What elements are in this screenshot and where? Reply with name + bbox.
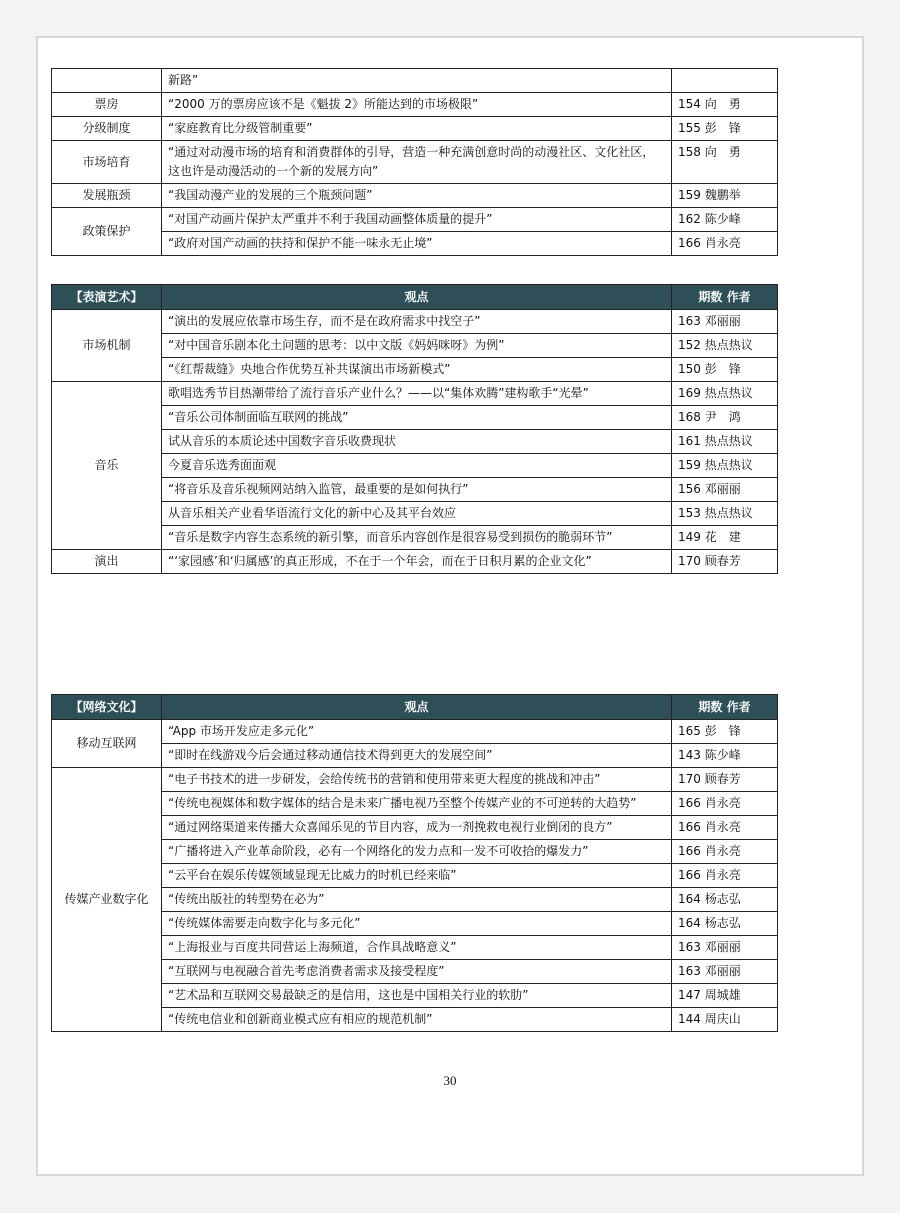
opinion-cell: 今夏音乐选秀面面观 (162, 454, 672, 478)
issue-author-cell: 166 肖永亮 (672, 840, 778, 864)
issue-author-cell (672, 69, 778, 93)
opinion-cell: “电子书技术的进一步研发，会给传统书的营销和使用带来更大程度的挑战和冲击” (162, 768, 672, 792)
issue-author-cell: 169 热点热议 (672, 382, 778, 406)
category-cell: 音乐 (52, 382, 162, 550)
table-row (52, 550, 778, 574)
category-cell: 分级制度 (52, 117, 162, 141)
issue-author-header: 期数 作者 (672, 285, 778, 310)
category-cell: 市场培育 (52, 141, 162, 184)
table-header-row (52, 695, 778, 720)
table-row (52, 117, 778, 141)
section-header: 【网络文化】 (52, 695, 162, 720)
opinion-cell: “通过网络渠道来传播大众喜闻乐见的节目内容，成为一剂挽救电视行业倒闭的良方” (162, 816, 672, 840)
issue-author-cell: 168 尹 鸿 (672, 406, 778, 430)
issue-author-cell: 153 热点热议 (672, 502, 778, 526)
opinion-cell: “演出的发展应依靠市场生存，而不是在政府需求中找空子” (162, 310, 672, 334)
performing-arts-table (51, 284, 778, 574)
category-cell: 传媒产业数字化 (52, 768, 162, 1032)
opinion-cell: “广播将进入产业革命阶段，必有一个网络化的发力点和一发不可收拾的爆发力” (162, 840, 672, 864)
table-row (52, 184, 778, 208)
opinion-cell: “传统电视媒体和数字媒体的结合是未来广播电视乃至整个传媒产业的不可逆转的大趋势” (162, 792, 672, 816)
opinion-cell: “上海报业与百度共同营运上海频道，合作具战略意义” (162, 936, 672, 960)
issue-author-cell: 163 邓丽丽 (672, 960, 778, 984)
opinion-header: 观点 (162, 285, 672, 310)
issue-author-cell: 163 邓丽丽 (672, 310, 778, 334)
opinion-cell: “艺术品和互联网交易最缺乏的是信用，这也是中国相关行业的软肋” (162, 984, 672, 1008)
issue-author-cell: 164 杨志弘 (672, 912, 778, 936)
category-cell: 市场机制 (52, 310, 162, 382)
opinion-cell: 新路” (162, 69, 672, 93)
table-header-row (52, 285, 778, 310)
category-cell: 演出 (52, 550, 162, 574)
opinion-cell: 从音乐相关产业看华语流行文化的新中心及其平台效应 (162, 502, 672, 526)
issue-author-cell: 166 肖永亮 (672, 816, 778, 840)
opinion-cell: 试从音乐的本质论述中国数字音乐收费现状 (162, 430, 672, 454)
issue-author-cell: 154 向 勇 (672, 93, 778, 117)
issue-author-cell: 159 魏鹏举 (672, 184, 778, 208)
opinion-cell: “我国动漫产业的发展的三个瓶颈问题” (162, 184, 672, 208)
issue-author-cell: 161 热点热议 (672, 430, 778, 454)
opinion-cell: “2000 万的票房应该不是《魁拔 2》所能达到的市场极限” (162, 93, 672, 117)
table-row (52, 768, 778, 792)
opinion-cell: “《红帮裁缝》央地合作优势互补共谋演出市场新模式” (162, 358, 672, 382)
internet-culture-table (51, 694, 778, 1032)
opinion-cell: “家庭教育比分级管制重要” (162, 117, 672, 141)
issue-author-cell: 163 邓丽丽 (672, 936, 778, 960)
issue-author-cell: 155 彭 锋 (672, 117, 778, 141)
issue-author-cell: 159 热点热议 (672, 454, 778, 478)
section-header: 【表演艺术】 (52, 285, 162, 310)
category-cell: 票房 (52, 93, 162, 117)
issue-author-cell: 170 顾春芳 (672, 768, 778, 792)
issue-author-cell: 166 肖永亮 (672, 864, 778, 888)
issue-author-cell: 147 周城雄 (672, 984, 778, 1008)
table-row (52, 720, 778, 744)
issue-author-cell: 164 杨志弘 (672, 888, 778, 912)
opinion-cell: “传统媒体需要走向数字化与多元化” (162, 912, 672, 936)
issue-author-header: 期数 作者 (672, 695, 778, 720)
opinion-cell: “对中国音乐剧本化土问题的思考：以中文版《妈妈咪呀》为例” (162, 334, 672, 358)
issue-author-cell: 143 陈少峰 (672, 744, 778, 768)
opinion-cell: “音乐是数字内容生态系统的新引擎，而音乐内容创作是很容易受到损伤的脆弱环节” (162, 526, 672, 550)
issue-author-cell: 166 肖永亮 (672, 232, 778, 256)
opinion-cell: “传统电信业和创新商业模式应有相应的规范机制” (162, 1008, 672, 1032)
issue-author-cell: 162 陈少峰 (672, 208, 778, 232)
category-cell: 政策保护 (52, 208, 162, 256)
issue-author-cell: 144 周庆山 (672, 1008, 778, 1032)
table-row (52, 69, 778, 93)
page-number: 30 (443, 1073, 457, 1088)
table-row (52, 93, 778, 117)
opinion-cell: “对国产动画片保护太严重并不利于我国动画整体质量的提升” (162, 208, 672, 232)
issue-author-cell: 165 彭 锋 (672, 720, 778, 744)
table-row (52, 208, 778, 232)
opinion-cell: “云平台在娱乐传媒领域显现无比威力的时机已经来临” (162, 864, 672, 888)
opinion-header: 观点 (162, 695, 672, 720)
category-cell: 移动互联网 (52, 720, 162, 768)
issue-author-cell: 170 顾春芳 (672, 550, 778, 574)
opinion-cell: “即时在线游戏今后会通过移动通信技术得到更大的发展空间” (162, 744, 672, 768)
table-row (52, 310, 778, 334)
opinion-cell: “‘家园感’和‘归属感’的真正形成，不在于一个年会，而在于日积月累的企业文化” (162, 550, 672, 574)
category-cell: 发展瓶颈 (52, 184, 162, 208)
opinion-cell: “通过对动漫市场的培育和消费群体的引导，营造一种充满创意时尚的动漫社区、文化社区，这也许是动漫活动的一个新的发展方向” (162, 141, 672, 184)
opinion-cell: “传统出版社的转型势在必为” (162, 888, 672, 912)
table-row (52, 141, 778, 184)
issue-author-cell: 152 热点热议 (672, 334, 778, 358)
opinion-cell: “App 市场开发应走多元化” (162, 720, 672, 744)
category-cell (52, 69, 162, 93)
issue-author-cell: 149 花 建 (672, 526, 778, 550)
opinion-cell: 歌唱选秀节目热潮带给了流行音乐产业什么？——以“集体欢腾”建构歌手“光晕” (162, 382, 672, 406)
opinion-cell: “将音乐及音乐视频网站纳入监管，最重要的是如何执行” (162, 478, 672, 502)
opinion-cell: “互联网与电视融合首先考虑消费者需求及接受程度” (162, 960, 672, 984)
issue-author-cell: 150 彭 锋 (672, 358, 778, 382)
issue-author-cell: 158 向 勇 (672, 141, 778, 184)
opinion-cell: “音乐公司体制面临互联网的挑战” (162, 406, 672, 430)
issue-author-cell: 156 邓丽丽 (672, 478, 778, 502)
table-row (52, 382, 778, 406)
issue-author-cell: 166 肖永亮 (672, 792, 778, 816)
opinion-cell: “政府对国产动画的扶持和保护不能一味永无止境” (162, 232, 672, 256)
animation-opinions-table (51, 68, 778, 256)
